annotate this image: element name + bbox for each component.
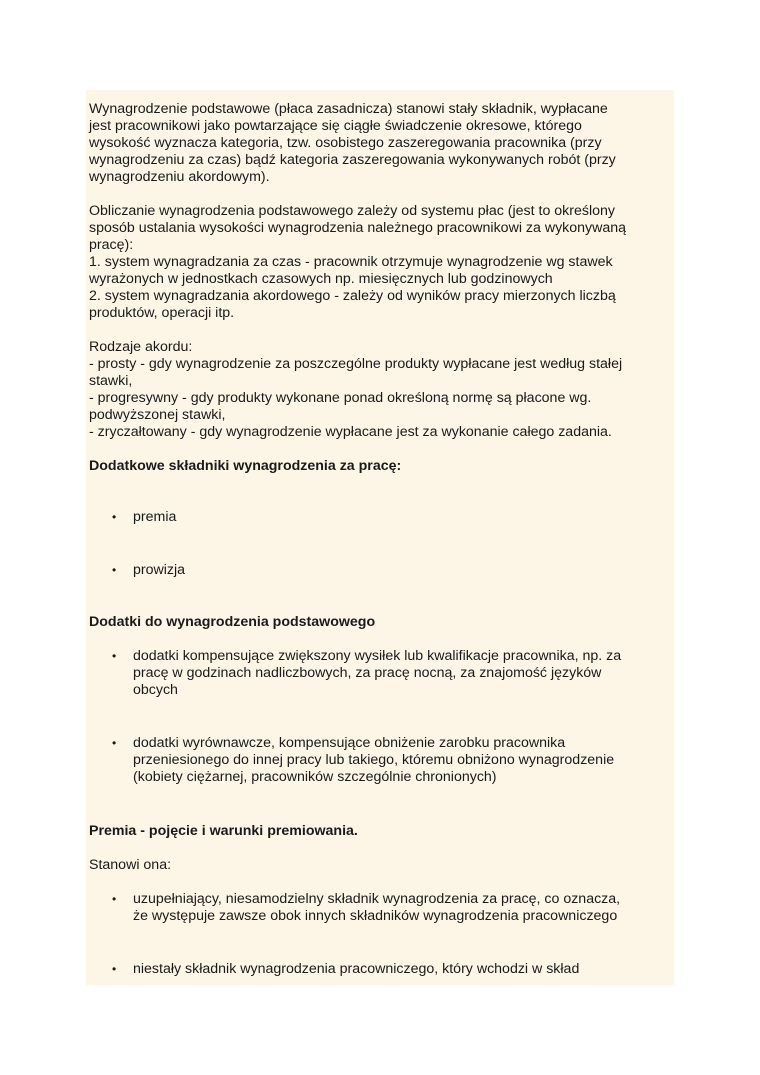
text-line: - progresywny - gdy produkty wykonane ponad określoną normę są płacone wg. <box>89 390 592 406</box>
section-heading-premia: Premia - pojęcie i warunki premiowania. <box>89 823 358 839</box>
text-line: - prosty - gdy wynagrodzenie za poszczególne produkty wypłacane jest według stałej <box>89 356 623 372</box>
text-line: produktów, operacji itp. <box>89 305 235 321</box>
extras-list <box>89 648 674 786</box>
bullet-icon: • <box>112 649 117 663</box>
systems-paragraph <box>89 203 674 322</box>
text-line: stawki, <box>89 373 133 389</box>
section-heading-additional: Dodatkowe składniki wynagrodzenia za pracę: <box>89 458 402 474</box>
list-item-text: dodatki kompensujące zwiększony wysiłek lub kwalifikacje pracownika, np. za <box>133 648 622 664</box>
list-item <box>89 648 674 699</box>
text-line: Obliczanie wynagrodzenia podstawowego zależy od systemu płac (jest to określony <box>89 203 615 219</box>
text-line: wynagrodzeniu za czas) bądź kategoria zaszeregowania wykonywanych robót (przy <box>89 152 616 168</box>
list-item-text: dodatki wyrównawcze, kompensujące obniżenie zarobku pracownika <box>133 735 566 751</box>
text-line: wysokość wyznacza kategoria, tzw. osobistego zaszeregowania pracownika (przy <box>89 135 602 151</box>
premia-list <box>89 891 674 978</box>
akord-paragraph <box>89 339 674 441</box>
list-item <box>89 509 674 526</box>
list-item-text: obcych <box>133 682 178 698</box>
text-line: pracę): <box>89 237 134 253</box>
list-item <box>89 891 674 925</box>
bullet-icon: • <box>112 736 117 750</box>
section-heading-extras: Dodatki do wynagrodzenia podstawowego <box>89 614 376 630</box>
list-item-text: (kobiety ciężarnej, pracowników szczególnie chronionych) <box>133 769 497 785</box>
list-item-text: prowizja <box>133 562 186 578</box>
bullet-icon: • <box>112 962 117 976</box>
list-item <box>89 562 674 579</box>
text-line: wyrażonych w jednostkach czasowych np. miesięcznych lub godzinowych <box>89 271 553 287</box>
text-line: wynagrodzeniu akordowym). <box>89 169 270 185</box>
list-item-text: premia <box>133 509 177 525</box>
list-item <box>89 735 674 786</box>
document-body <box>89 101 674 978</box>
text-line: jest pracownikowi jako powtarzające się ciągłe świadczenie okresowe, którego <box>89 118 582 134</box>
list-item-text: przeniesionego do innej pracy lub takiego, któremu obniżono wynagrodzenie <box>133 752 615 768</box>
text-line: 2. system wynagradzania akordowego - zależy od wyników pracy mierzonych liczbą <box>89 288 616 304</box>
text-line: 1. system wynagradzania za czas - pracownik otrzymuje wynagrodzenie wg stawek <box>89 254 613 270</box>
text-line: Wynagrodzenie podstawowe (płaca zasadnicza) stanowi stały składnik, wypłacane <box>89 101 608 117</box>
list-item-text: uzupełniający, niesamodzielny składnik wynagrodzenia za pracę, co oznacza, <box>133 891 621 907</box>
bullet-icon: • <box>112 510 117 524</box>
bullet-icon: • <box>112 563 117 577</box>
list-item-text: pracę w godzinach nadliczbowych, za pracę nocną, za znajomość języków <box>133 665 602 681</box>
text-line: podwyższonej stawki, <box>89 407 226 423</box>
text-line: - zryczałtowany - gdy wynagrodzenie wypłacane jest za wykonanie całego zadania. <box>89 424 612 440</box>
premia-intro: Stanowi ona: <box>89 857 172 873</box>
intro-paragraph <box>89 101 674 186</box>
bullet-icon: • <box>112 892 117 906</box>
text-line: sposób ustalania wysokości wynagrodzenia należnego pracownikowi za wykonywaną <box>89 220 627 236</box>
list-item-text: niestały składnik wynagrodzenia pracowniczego, który wchodzi w skład <box>133 961 580 977</box>
text-line: Rodzaje akordu: <box>89 339 193 355</box>
list-item-text: że występuje zawsze obok innych składników wynagrodzenia pracowniczego <box>133 908 618 924</box>
list-item <box>89 961 674 978</box>
additional-list <box>89 509 674 579</box>
